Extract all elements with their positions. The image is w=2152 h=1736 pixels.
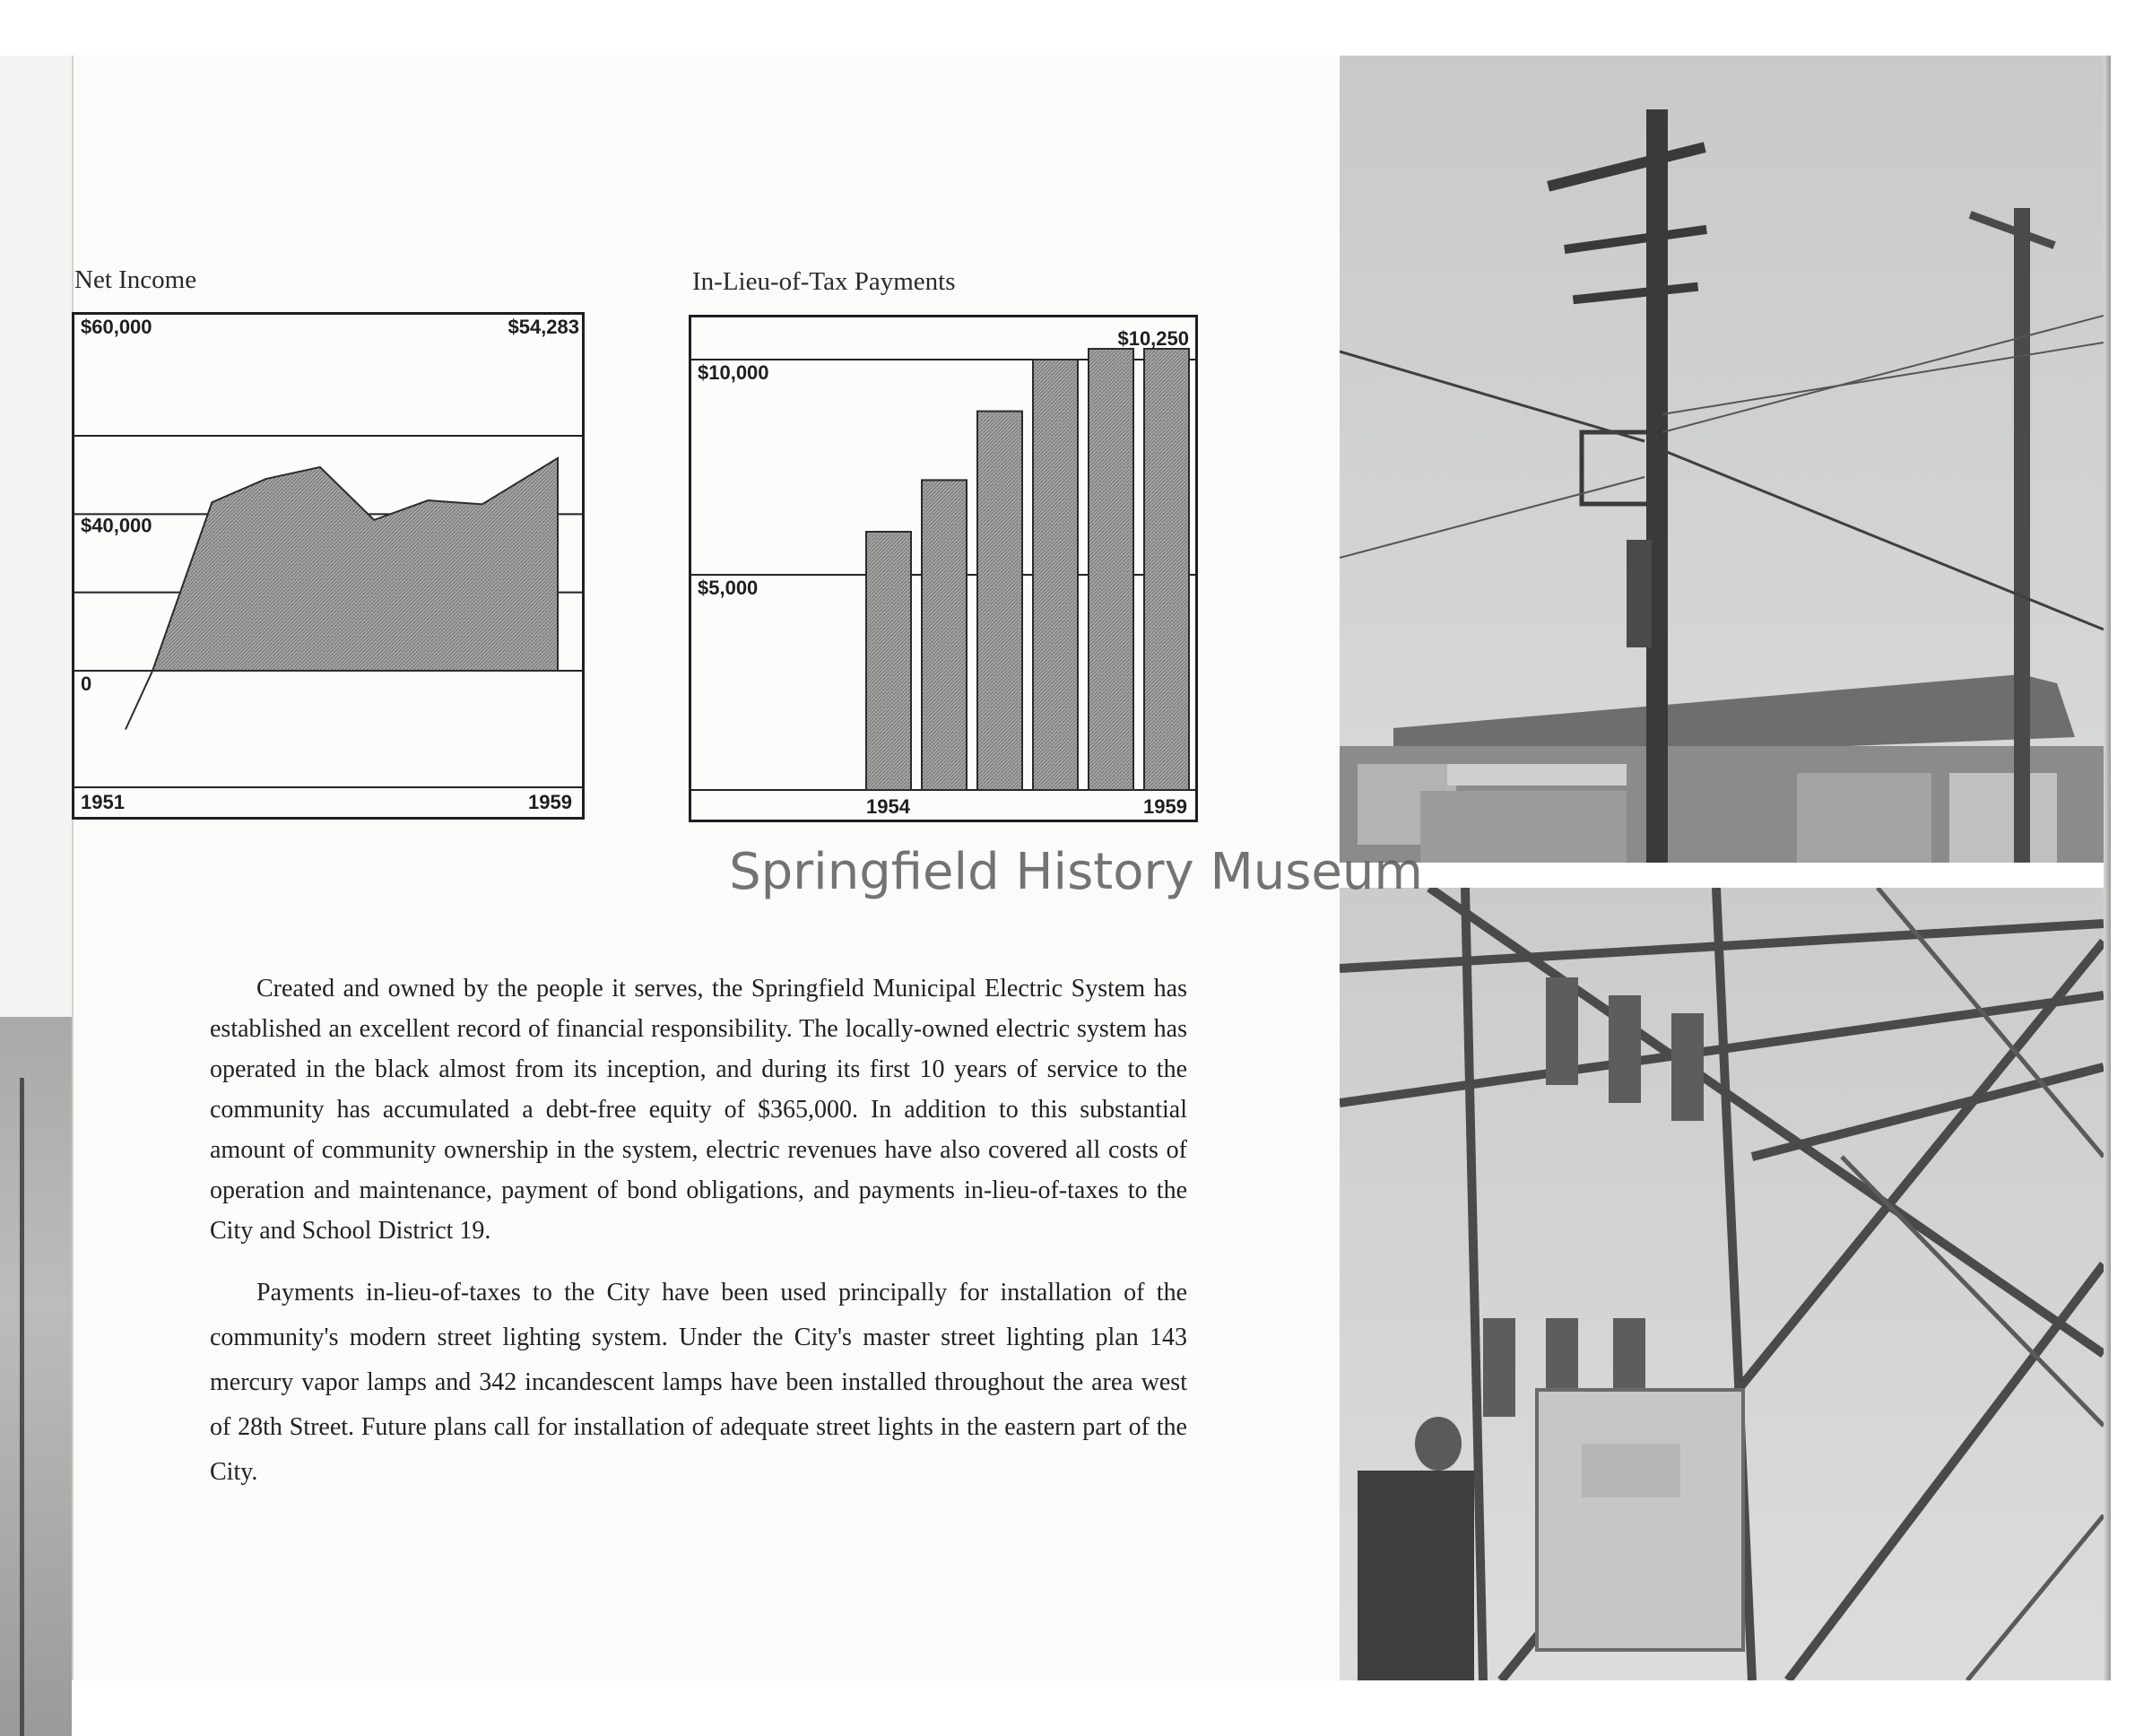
paragraph-street-lighting: Payments in-lieu-of-taxes to the City have been used principally for installation of the community's modern street lighting system. Under the City's master street lighting plan 143 mercury vapor lamps and 342 incandescent lamps have been installed throughout the area west of 28th Street. Future plans call for installation of adequate street lights in the eastern part of the City. — [210, 1279, 1187, 1486]
watermark: Springfield History Museum — [729, 843, 1423, 901]
tax-peak-label: $10,250 — [1117, 327, 1189, 350]
body-text — [210, 968, 1187, 1495]
left-page-photo-fragment — [0, 1017, 72, 1736]
net-income-chart — [72, 312, 585, 820]
left-page-pole — [20, 1078, 24, 1736]
net-income-y-tick-label: $60,000 — [81, 316, 152, 338]
net-income-y-tick-label: 0 — [81, 673, 92, 695]
net-income-y-tick-label: $40,000 — [81, 514, 152, 537]
net-income-peak-label: $54,283 — [508, 316, 579, 338]
tax-bar — [1089, 349, 1133, 790]
tax-bar — [922, 480, 967, 790]
tax-bar — [1033, 360, 1078, 790]
tax-x-tick-label: 1954 — [866, 795, 910, 818]
substation-photo — [1340, 888, 2104, 1680]
tax-y-tick-label: $10,000 — [698, 361, 769, 384]
tax-bar — [866, 532, 911, 790]
tax-x-tick-label: 1959 — [1143, 795, 1187, 818]
utility-pole-photo — [1340, 56, 2104, 863]
tax-payments-title: In-Lieu-of-Tax Payments — [692, 267, 956, 296]
net-income-x-tick-label: 1959 — [528, 791, 572, 813]
paragraph-financial-record: Created and owned by the people it serves, the Springfield Municipal Electric System has established an excellent record of financial responsibility. The locally-owned electric system has operated in the black almost from its inception, and during its first 10 years of service to the community has accumulated a debt-free equity of $365,000. In addition to this substantial amount of community ownership in the system, electric revenues have also covered all costs of operation and maintenance, payment of bond obligations, and payments in-lieu-of-taxes to the City and School District 19. — [210, 975, 1187, 1245]
net-income-title: Net Income — [74, 265, 197, 294]
net-income-x-tick-label: 1951 — [81, 791, 125, 813]
tax-bar — [977, 412, 1022, 790]
tax-bar — [1144, 349, 1189, 790]
tax-y-tick-label: $5,000 — [698, 577, 759, 599]
tax-payments-chart — [689, 315, 1198, 822]
